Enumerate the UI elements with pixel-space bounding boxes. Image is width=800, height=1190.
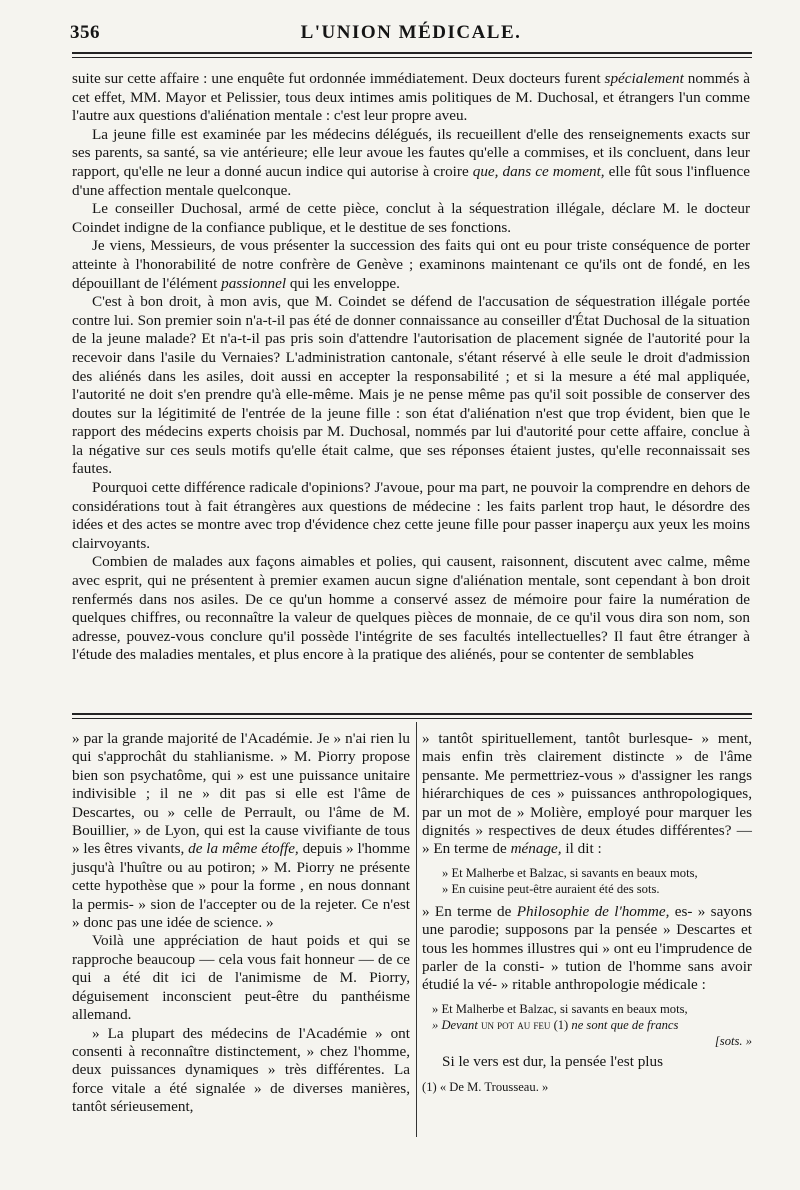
section-rule-thin <box>72 718 752 719</box>
paragraph: » par la grande majorité de l'Académie. Je » n'ai rien lu qui s'approchât du stahlianisme. » M. Piorry propose bien son psychatôme, qui » est une puissance unitaire indivisible ; il ne » dit pas si elle est l'âme de Descartes, ou » celle de Perrault, ou l'âme de M. Bouillier, » de Lyon, qui est la cause vivifiante de tous » les êtres vivants, de la même étoffe, depuis » l'homme jusqu'à l'huître ou au potiron; » M. Piorry ne présente cette hypothèse que » pour la forme , en nous donnant la permis- » sion de l'accepter ou de la rejeter. Ce n'est » donc pas une idée de science. » <box>72 730 410 932</box>
header-rule-thin <box>72 57 752 58</box>
paragraph: Combien de malades aux façons aimables et polies, qui causent, raisonnent, discutent avec calme, même avec esprit, qui ne présentent à premier examen aucun signe d'aliénation mentale, sont cependant à bon droit renfermés dans nos asiles. De ce qu'un homme a conservé assez de mémoire pour faire la numération de quelques chiffres, ou reconnaître la valeur de quelques pièces de monnaie, de ce qu'il vous dira son nom, son adresse, pouvez-vous conclure qu'il possède l'intégrite de ses facultés intellectuelles? Il faut être étranger à l'étude des maladies mentales, et plus encore à la pratique des aliénés, pour se contenter de semblables <box>72 553 750 664</box>
footnote-ref: (1) <box>553 1017 569 1032</box>
column-divider <box>416 722 417 1137</box>
paragraph: C'est à bon droit, à mon avis, que M. Coindet se défend de l'accusation de séquestration illégale portée contre lui. Son premier soin n'a-t-il pas été de donner connaissance au conseiller d'État Duchosal de la situation de la jeune malade? Et n'a-t-il pas pris soin d'attendre l'autorisation de placement signée de l'autorité pour la recevoir dans l'asile du Vernaies? L'administration cantonale, s'étant réservé à elle seule le droit d'admission des aliénés dans les asiles, doit aussi en accepter la responsabilité ; et si la mesure a été mal appliquée, l'autorité ne doit s'en prendre qu'à elle-même. Mais je ne pense même pas qu'il soit possible de conserver des doutes sur la légitimité de l'entrée de la jeune fille : son état d'aliénation n'est que trop évident, bien que le rapport des médecins experts choisis par M. Duchosal, nommés par lui d'autorité pour cette affaire, conclue à la négative sur ces seuls motifs qu'elle était calme, que ses réponses étaient justes, qu'elle reconnaissait ses fautes. <box>72 293 750 478</box>
footnote: (1) « De M. Trousseau. » <box>422 1080 549 1095</box>
paragraph: » En terme de Philosophie de l'homme, es- » sayons une parodie; supposons par la pensée » Descartes et tous les hommes illustres qui » ont eu l'imprudence de parler de la consti- » tution de l'homme sans avoir étudié la vé- » ritable anthropologie médicale : <box>422 902 752 994</box>
running-header <box>70 22 752 48</box>
paragraph: Le conseiller Duchosal, armé de cette pièce, conclut à la séquestration illégale, déclare M. le docteur Coindet indigne de la confiance publique, et le destitue de ses fonctions. <box>72 200 750 236</box>
paragraph: Je viens, Messieurs, de vous présenter la succession des faits qui ont eu pour triste conséquence de porter atteinte à l'honorabilité de notre confrère de Genève ; examinons maintenant ce qu'ils ont de fondé, en les dépouillant de l'élément passionnel qui les enveloppe. <box>72 237 750 292</box>
paragraph: » La plupart des médecins de l'Académie » ont consenti à reconnaître distinctement, » chez l'homme, deux puissances dynamiques » très différentes. La force vitale a été signalée » de diverses manières, tantôt sérieusement, <box>72 1024 410 1116</box>
feuilleton-left-column <box>72 730 410 1117</box>
feuilleton-right-column <box>422 730 752 1095</box>
main-text <box>72 70 750 665</box>
paragraph: La jeune fille est examinée par les médecins délégués, ils recueillent d'elle des renseignements exacts sur ses parents, sa santé, sa vie antérieure; elle leur avoue les fautes qu'elle a commises, et ils concluent, dans leur rapport, qu'elle ne leur a donné aucun indice qui autorise à croire que, dans ce moment, elle fût sous l'influence d'une affection mentale quelconque. <box>72 125 751 199</box>
journal-title: L'UNION MÉDICALE. <box>300 22 522 43</box>
header-rule <box>72 52 752 54</box>
page-number: 356 <box>70 22 100 43</box>
verse-parody: » Et Malherbe et Balzac, si savants en beaux mots, » Devant un pot au feu (1) ne sont que de francs [sots. » <box>432 1001 752 1048</box>
paragraph: Pourquoi cette différence radicale d'opinions? J'avoue, pour ma part, ne pouvoir la comprendre en dehors de considérations tout à fait étrangères aux questions de médecine : les faits parlent trop haut, le désordre des idées et des actes se montre avec trop d'évidence chez cette jeune fille pour passer inaperçu aux yeux les moins clairvoyants. <box>72 479 750 552</box>
section-rule <box>72 713 752 715</box>
paragraph: Voilà une appréciation de haut poids et qui se rapproche beaucoup — cela vous fait honneur — de ce qui a été dit ici de l'animisme de M. Piorry, déguisement inconscient peut-être du panthéisme allemand. <box>72 932 410 1024</box>
verse-quote: » Et Malherbe et Balzac, si savants en beaux mots, » En cuisine peut-être auraient été des sots. <box>442 865 698 896</box>
paragraph: Si le vers est dur, la pensée l'est plus <box>442 1052 664 1070</box>
paragraph: » tantôt spirituellement, tantôt burlesque- » ment, mais enfin très clairement distincte » de l'âme pensante. Me permettriez-vous » d'assigner les rangs hiérarchiques de ces » puissances anthropologiques, par un mot de » Molière, employé pour marquer les dignités » respectives de deux études différentes? — » En terme de ménage, il dit : <box>422 730 752 858</box>
paragraph: suite sur cette affaire : une enquête fut ordonnée immédiatement. Deux docteurs furent spécialement nommés à cet effet, MM. Mayor et Pelissier, tous deux intimes amis politiques de M. Duchosal, et étrangers l'un comme l'autre aux questions d'aliénation mentale : c'est leur propre aveu. <box>72 70 750 125</box>
